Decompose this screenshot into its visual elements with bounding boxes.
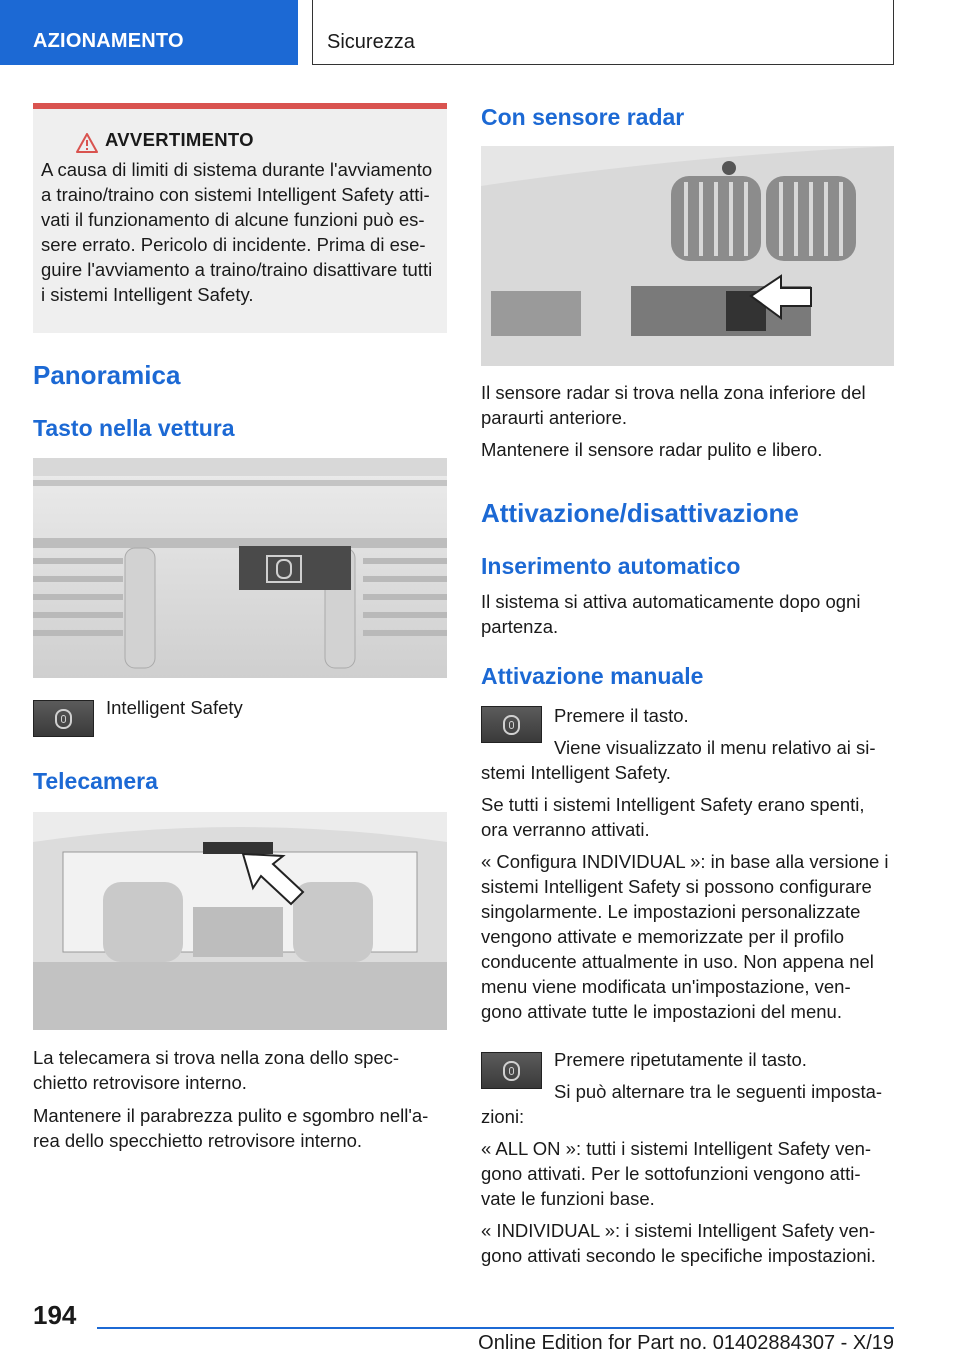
radar-bumper-photo [481,146,894,366]
heading-auto: Inserimento automatico [481,553,741,579]
chapter-tab: AZIONAMENTO [0,0,298,65]
warning-title: AVVERTIMENTO [105,129,254,150]
warning-triangle-icon [76,133,98,153]
intelligent-safety-button-icon [481,1052,542,1089]
intelligent-safety-button-icon [481,706,542,743]
section-title: Sicurezza [312,0,894,65]
heading-camera: Telecamera [33,768,158,794]
heading-activation: Attivazione/disattivazione [481,498,799,528]
warning-box [33,103,447,333]
page-number: 194 [33,1300,77,1330]
footer-divider [97,1327,894,1329]
heading-button: Tasto nella vettura [33,415,235,441]
heading-overview: Panoramica [33,360,181,390]
heading-radar: Con sensore radar [481,104,685,130]
camera-interior-photo [33,812,447,1030]
warning-text: A causa di limiti di sistema durante l'avviamento a traino/traino con sistemi Intelligent Safety atti- vati il funzionamento di alcune funzioni può es- sere errato. Pericolo di incidente. Prima di ese- guire l'avviamento a traino/traino disattivare tutti i sistemi Intelligent Safety. [41,159,433,305]
edition-footer: Online Edition for Part no. 01402884307 - X/19 [478,1332,894,1354]
heading-manual: Attivazione manuale [481,663,704,689]
button-caption: Intelligent Safety [106,697,243,718]
intelligent-safety-button-icon [33,700,94,737]
dashboard-button-photo [33,458,447,678]
